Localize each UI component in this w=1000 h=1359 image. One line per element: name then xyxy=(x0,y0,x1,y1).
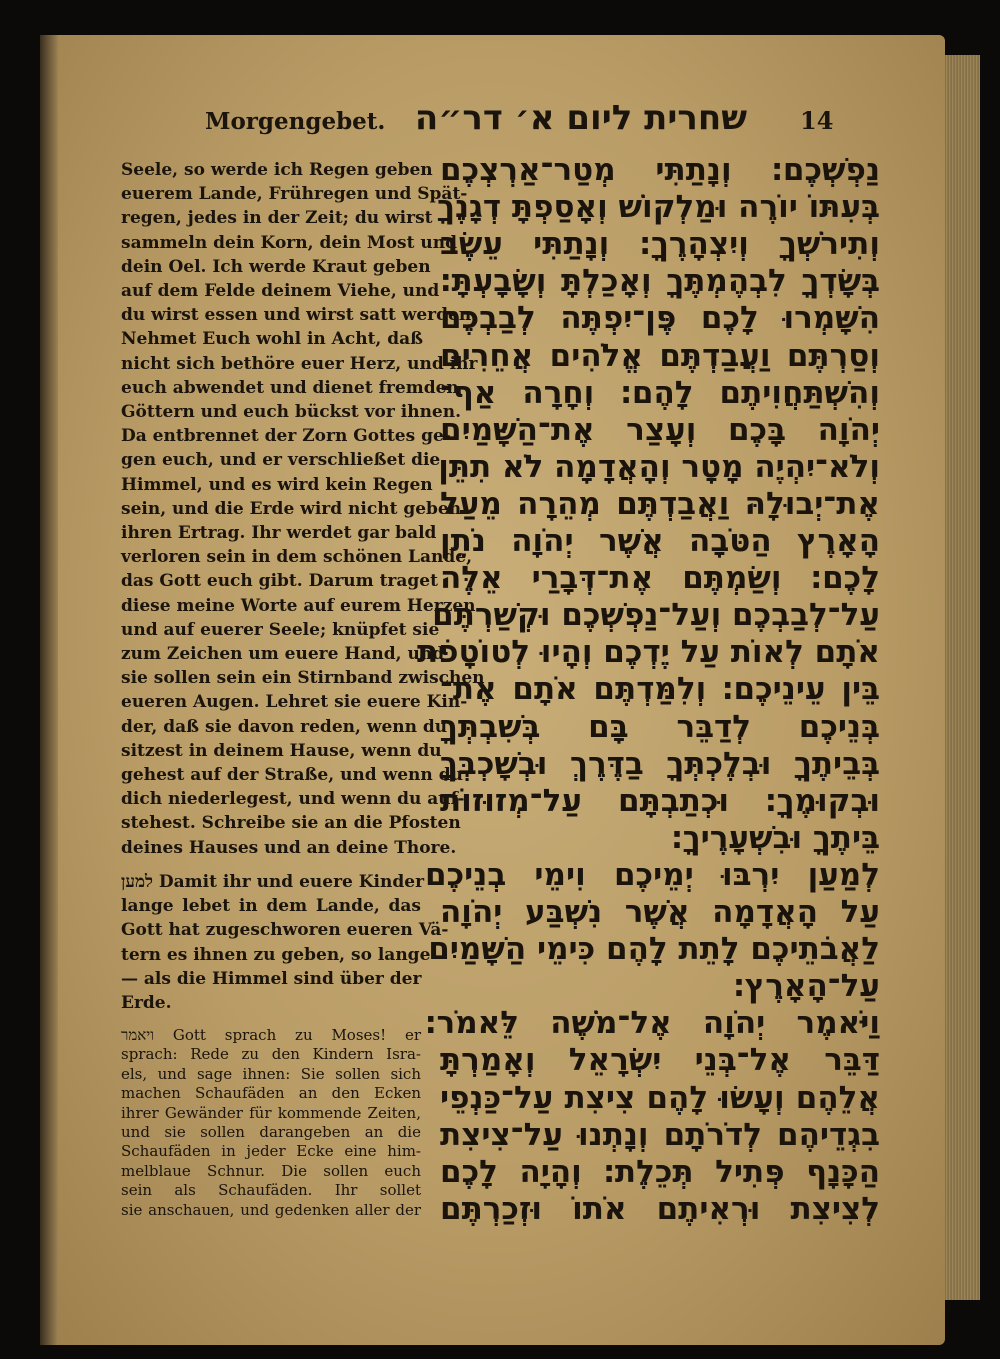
hebrew-text-line: הִשָּׁמְרוּ לָכֶם פֶּן־יִפְתֶּה לְבַבְכֶם xyxy=(440,300,880,337)
book-gutter xyxy=(40,35,58,1345)
hebrew-text-line: עַל־לְבַבְכֶם וְעַל־נַפְשְׁכֶם וּקְשַׁרְתֶּם xyxy=(432,597,880,634)
german-text-line: auf dem Felde deinem Viehe, und xyxy=(121,281,440,301)
german-text-line: Da entbrennet der Zorn Gottes ge- xyxy=(121,426,451,447)
german-text-line: Göttern und euch bückst vor ihnen. xyxy=(121,402,462,422)
hebrew-text-line: וּבְקוּמֶךָ׃ וּכְתַבְתָּם עַל־מְזוּזוֹת xyxy=(440,782,880,819)
german-text-line: Seele, so werde ich Regen geben xyxy=(121,160,433,180)
hebrew-text-line: לַאֲבֹתֵיכֶם לָתֵת לָהֶם כִּימֵי הַשָּׁמַיִם xyxy=(428,931,880,968)
hebrew-text-line: בְּנֵיכֶם לְדַבֵּר בָּם בְּשִׁבְתְּךָ xyxy=(440,708,880,745)
hebrew-text-line: לְמַעַן יִרְבּוּ יְמֵיכֶם וִימֵי בְנֵיכֶם xyxy=(425,856,880,893)
hebrew-text-line: יְהֹוָה בָּכֶם וְעָצַר אֶת־הַשָּׁמַיִם xyxy=(440,411,880,448)
hebrew-text-line: נַפְשְׁכֶם׃ וְנָתַתִּי מְטַר־אַרְצְכֶם xyxy=(440,152,880,188)
german-text-line: deines Hauses und an deine Thore. xyxy=(121,837,457,858)
german-text-line: stehest. Schreibe sie an die Pfosten xyxy=(121,813,461,834)
german-text-line: sie anschauen, und gedenken aller der xyxy=(121,1200,421,1219)
page-number: 14 xyxy=(800,106,834,135)
german-text-line: sein als Schaufäden. Ihr sollet xyxy=(121,1181,421,1200)
hebrew-text-line: לְצִיצִת וּרְאִיתֶם אֹתוֹ וּזְכַרְתֶּם xyxy=(440,1190,880,1227)
german-text-line: sitzest in deinem Hause, wenn du xyxy=(121,740,442,761)
hebrew-text-line: הַכָּנָף פְּתִיל תְּכֵלֶת׃ וְהָיָה לָכֶם xyxy=(440,1153,880,1190)
german-text-line: gen euch, und er verschließet die xyxy=(121,450,441,471)
hebrew-text-line: עַל הָאֲדָמָה אֲשֶׁר נִשְׁבַּע יְהֹוָה xyxy=(440,894,880,930)
german-text-line: melblaue Schnur. Die sollen euch xyxy=(121,1161,421,1180)
hebrew-text-line: בְּשָׂדְךָ לִבְהֶמְתֶּךָ וְאָכַלְתָּ וְשָׂבָעְתָּ׃ xyxy=(440,263,880,300)
hebrew-running-title: שחרית ליום א׳ דר״ה xyxy=(414,98,747,138)
german-text-line: sammeln dein Korn, dein Most und xyxy=(121,232,457,253)
hebrew-text-line: וַיֹּאמֶר יְהֹוָה אֶל־מֹשֶׁה לֵּאמֹר׃ xyxy=(425,1005,880,1042)
german-text-line: du wirst essen und wirst satt werden. xyxy=(121,305,478,326)
german-text-line: eueren Augen. Lehret sie euere Kin- xyxy=(121,692,468,713)
hebrew-text-line: בְּבֵיתֶךָ וּבְלֶכְתְּךָ בַדֶּרֶךְ וּבְשָׁכְבְּךָ xyxy=(440,745,880,782)
german-text-line: sie sollen sein ein Stirnband zwischen xyxy=(121,668,485,689)
german-text-line: diese meine Worte auf eurem Herzen xyxy=(121,595,476,616)
german-text-line: regen, jedes in der Zeit; du wirst xyxy=(121,208,433,229)
german-text-line: למען Damit ihr und euere Kinder xyxy=(121,872,425,892)
hebrew-text-line: דַּבֵּר אֶל־בְּנֵי יִשְׂרָאֵל וְאָמַרְתָּ xyxy=(440,1042,880,1079)
german-text-line: dich niederlegest, und wenn du auf- xyxy=(121,789,465,810)
german-text-line: ihrer Gewänder für kommende Zeiten, xyxy=(121,1103,421,1122)
german-text-line: zum Zeichen um euere Hand, und xyxy=(121,644,445,664)
german-running-title: Morgengebet. xyxy=(205,108,386,135)
german-text-line: und auf euerer Seele; knüpfet sie xyxy=(121,619,440,640)
german-text-line: verloren sein in dem schönen Lande, xyxy=(121,547,472,568)
german-text-line: ihren Ertrag. Ihr werdet gar bald xyxy=(121,523,437,543)
german-text-line: das Gott euch gibt. Darum traget xyxy=(121,571,438,592)
hebrew-text-line: עַל־הָאָרֶץ׃ xyxy=(733,968,880,1005)
hebrew-text-line: אֲלֵהֶם וְעָשׂוּ לָהֶם צִיצִת עַל־כַּנְפֵי xyxy=(440,1079,880,1116)
hebrew-text-line: בְּעִתּוֹ יוֹרֶה וּמַלְקוֹשׁ וְאָסַפְתָּ דְגָנֶךָ xyxy=(437,189,880,226)
german-text-line: nicht sich bethöre euer Herz, und ihr xyxy=(121,353,478,374)
german-text-line: els, und sage ihnen: Sie sollen sich xyxy=(121,1064,421,1083)
hebrew-text-line: בֵּין עֵינֵיכֶם׃ וְלִמַּדְתֶּם אֹתָם אֶת־ xyxy=(440,671,880,708)
book-page-edges xyxy=(945,55,980,1300)
german-text-line: machen Schaufäden an den Ecken xyxy=(121,1084,421,1103)
hebrew-text-line: וְסַרְתֶּם וַעֲבַדְתֶּם אֱלֹהִים אֲחֵרִים xyxy=(440,337,880,374)
german-text-line: lange lebet in dem Lande, das xyxy=(121,896,421,917)
hebrew-text-line: לָכֶם׃ וְשַׂמְתֶּם אֶת־דְּבָרַי אֵלֶּה xyxy=(440,560,880,597)
german-text-line: Schaufäden in jeder Ecke eine him- xyxy=(121,1142,421,1161)
hebrew-text-line: בֵּיתֶךָ וּבִשְׁעָרֶיךָ׃ xyxy=(671,819,880,856)
hebrew-text-line: אֶת־יְבוּלָהּ וַאֲבַדְתֶּם מְהֵרָה מֵעַל xyxy=(440,485,880,522)
german-text-line: euerem Lande, Frühregen und Spät- xyxy=(121,184,468,205)
german-text-line: ויאמר Gott sprach zu Moses! er xyxy=(121,1026,421,1044)
german-text-line: sprach: Rede zu den Kindern Isra- xyxy=(121,1045,421,1064)
german-text-line: Erde. xyxy=(121,993,172,1013)
german-text-line: der, daß sie davon reden, wenn du xyxy=(121,716,448,737)
hebrew-text-line: אֹתָם לְאוֹת עַל יֶדְכֶם וְהָיוּ לְטוֹטָפֹת xyxy=(416,634,880,671)
german-text-line: — als die Himmel sind über der xyxy=(121,968,422,989)
german-text-line: gehest auf der Straße, und wenn du xyxy=(121,765,463,785)
german-text-line: euch abwendet und dienet fremden xyxy=(121,377,459,398)
hebrew-text-line: וְהִשְׁתַּחֲוִיתֶם לָהֶם׃ וְחָרָה אַף־ xyxy=(440,374,880,411)
hebrew-text-line: בִגְדֵיהֶם לְדֹרֹתָם וְנָתְנוּ עַל־צִיצִת xyxy=(440,1116,880,1153)
german-text-line: Gott hat zugeschworen eueren Vä- xyxy=(121,920,449,941)
german-text-line: sein, und die Erde wird nicht geben xyxy=(121,498,462,519)
hebrew-text-line: וְתִירֹשְׁךָ וְיִצְהָרֶךָ׃ וְנָתַתִּי עֵשֶׂב xyxy=(440,226,880,263)
hebrew-text-line: הָאָרֶץ הַטֹּבָה אֲשֶׁר יְהֹוָה נֹתֵן xyxy=(440,523,880,559)
german-text-line: tern es ihnen zu geben, so lange xyxy=(121,944,431,965)
hebrew-text-line: וְלֹא־יִהְיֶה מָטָר וְהָאֲדָמָה לֹא תִתֵּן xyxy=(438,448,880,485)
german-text-line: Nehmet Euch wohl in Acht, daß xyxy=(121,329,424,350)
german-text-line: dein Oel. Ich werde Kraut geben xyxy=(121,256,431,277)
german-text-line: und sie sollen darangeben an die xyxy=(121,1123,421,1141)
german-text-line: Himmel, und es wird kein Regen xyxy=(121,474,433,495)
